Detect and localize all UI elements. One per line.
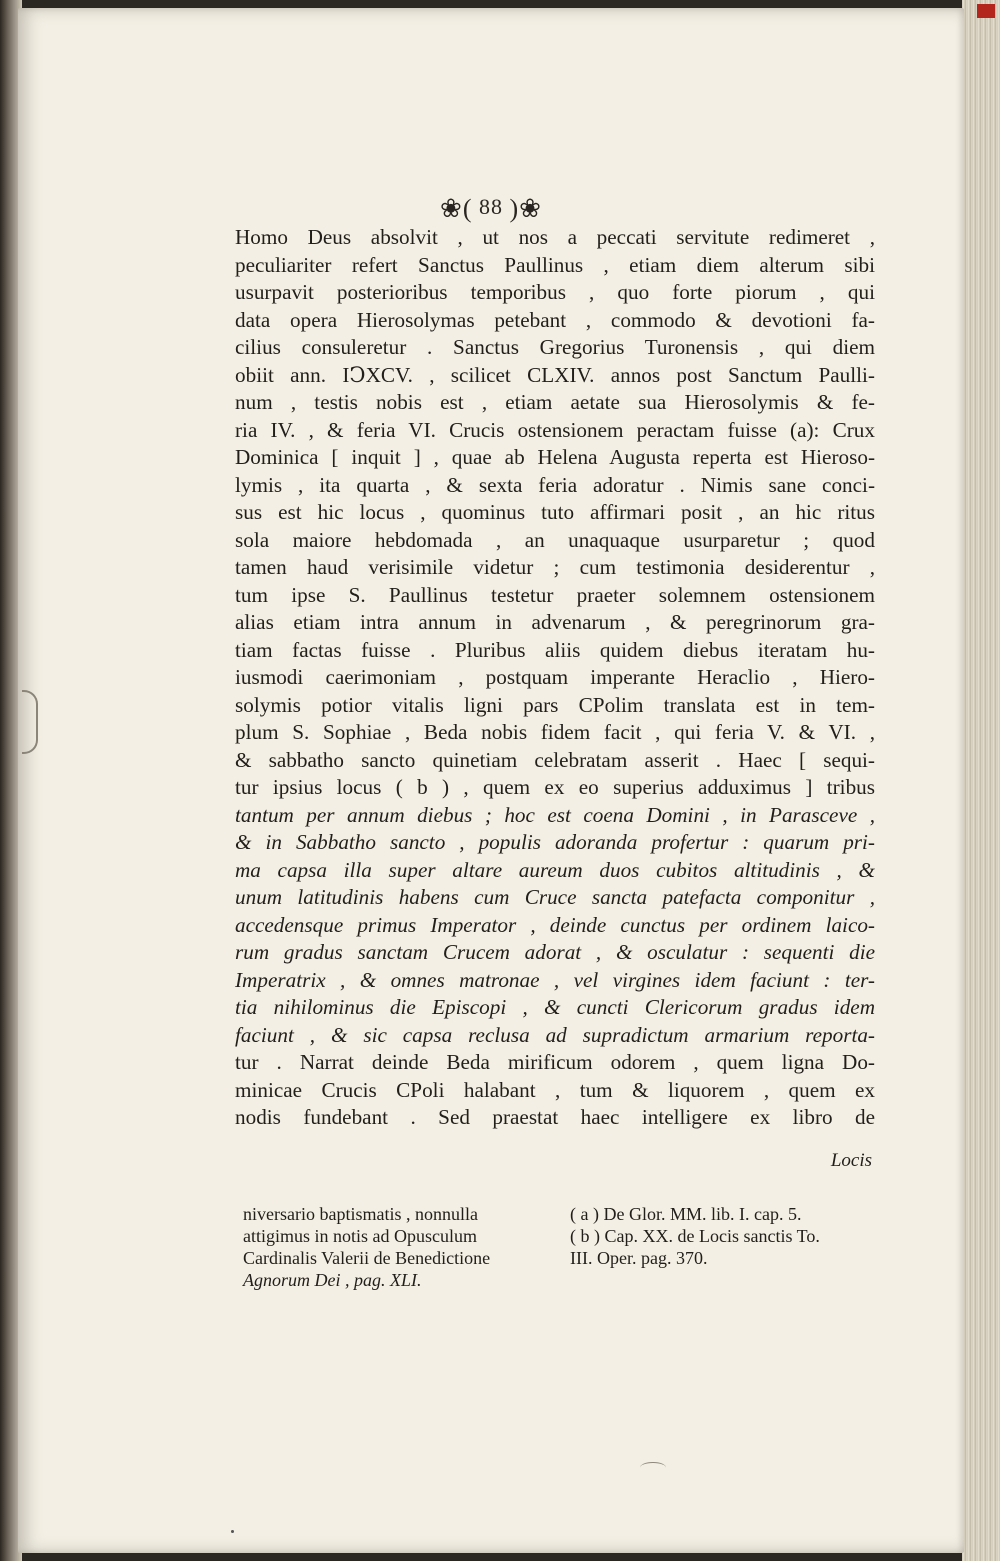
text-line: Homo Deus absolvit , ut nos a peccati servitute redimeret , (235, 225, 875, 249)
ink-mark (640, 1462, 666, 1473)
text-line: peculiariter refert Sanctus Paullinus , etiam diem alterum sibi (235, 252, 875, 277)
footnote-line: attigimus in notis ad Opusculum (243, 1226, 477, 1246)
catchword: Locis (830, 1150, 872, 1171)
text-line: tur ipsius locus ( b ) , quem ex eo superius adduximus ] tribus (235, 775, 875, 799)
text-line: solymis potior vitalis ligni pars CPolim translata est in tem- (235, 692, 875, 717)
footnotes-left (243, 1203, 553, 1291)
text-line: usurpavit posterioribus temporibus , quo forte piorum , qui (235, 280, 875, 304)
text-line: sus est hic locus , quominus tuto affirmari posit , an hic ritus (235, 500, 875, 524)
text-line: tantum per annum diebus ; hoc est coena Domini , in Parasceve , (235, 802, 875, 827)
text-line: alias etiam intra annum in advenarum , & peregrinorum gra- (235, 610, 875, 634)
text-line: ma capsa illa super altare aureum duos cubitos altitudinis , & (235, 857, 875, 882)
text-line: tia nihilominus die Episcopi , & cuncti Clericorum gradus idem (235, 995, 875, 1019)
footnote-line: Cardinalis Valerii de Benedictione (243, 1248, 491, 1268)
footnote-line: niversario baptismatis , nonnulla (243, 1204, 478, 1224)
text-line: minicae Crucis CPoli halabant , tum & liquorem , quem ex (235, 1077, 875, 1102)
text-line: tamen haud verisimile videtur ; cum testimonia desiderentur , (235, 555, 875, 579)
footnote-line: Agnorum Dei , pag. XLI. (243, 1270, 422, 1290)
text-line: sola maiore hebdomada , an unaquaque usurparetur ; quod (235, 527, 875, 552)
text-line: ria IV. , & feria VI. Crucis ostensionem peractam fuisse (a): Crux (235, 417, 875, 442)
page-number: 88 (479, 194, 503, 219)
text-line: unum latitudinis habens cum Cruce sancta patefacta componitur , (235, 885, 875, 909)
text-line: tur . Narrat deinde Beda mirificum odorem , quem ligna Do- (235, 1050, 875, 1074)
text-line: num , testis nobis est , etiam aetate sua Hierosolymis & fe- (235, 390, 875, 414)
text-line: & in Sabbatho sancto , populis adoranda profertur : quarum pri- (235, 830, 875, 854)
main-text (235, 224, 875, 1132)
text-line: tiam factas fuisse . Pluribus aliis quidem diebus iteratam hu- (235, 637, 875, 662)
left-ornament-icon: ❀( (440, 194, 473, 223)
text-line: nodis fundebant . Sed praestat haec intelligere ex libro de (235, 1105, 875, 1129)
text-line: & sabbatho sancto quinetiam celebratam asserit . Haec [ sequi- (235, 747, 875, 772)
text-line: Imperatrix , & omnes matronae , vel virgines idem faciunt : ter- (235, 967, 875, 992)
text-line: obiit ann. IↃXCV. , scilicet CLXIV. annos post Sanctum Paulli- (235, 362, 875, 387)
right-ornament-icon: )❀ (509, 194, 542, 223)
text-line: data opera Hierosolymas petebant , commodo & devotioni fa- (235, 307, 875, 332)
footnotes-right (570, 1203, 890, 1269)
footnote-b: ( b ) Cap. XX. de Locis sanctis To. (570, 1226, 820, 1246)
footnote-a: ( a ) De Glor. MM. lib. I. cap. 5. (570, 1204, 802, 1224)
text-line: accedensque primus Imperator , deinde cunctus per ordinem laico- (235, 912, 875, 937)
text-line: Dominica [ inquit ] , quae ab Helena Augusta reperta est Hieroso- (235, 445, 875, 469)
page-clip-mark (22, 690, 38, 754)
text-line: iusmodi caerimoniam , postquam imperante Heraclio , Hiero- (235, 665, 875, 689)
page-fore-edge (962, 0, 1000, 1561)
text-line: plum S. Sophiae , Beda nobis fidem facit , qui feria V. & VI. , (235, 720, 875, 744)
text-line: faciunt , & sic capsa reclusa ad supradictum armarium reporta- (235, 1022, 875, 1047)
running-head (18, 194, 964, 224)
footnote-b-continued: III. Oper. pag. 370. (570, 1248, 708, 1268)
text-line: cilius consuleretur . Sanctus Gregorius Turonensis , qui diem (235, 335, 875, 359)
text-line: lymis , ita quarta , & sexta feria adoratur . Nimis sane conci- (235, 472, 875, 497)
red-edge-marker (977, 4, 995, 18)
text-line: rum gradus sanctam Crucem adorat , & osculatur : sequenti die (235, 940, 875, 964)
text-line: tum ipse S. Paullinus testetur praeter solemnem ostensionem (235, 582, 875, 607)
ink-speck (231, 1530, 234, 1533)
